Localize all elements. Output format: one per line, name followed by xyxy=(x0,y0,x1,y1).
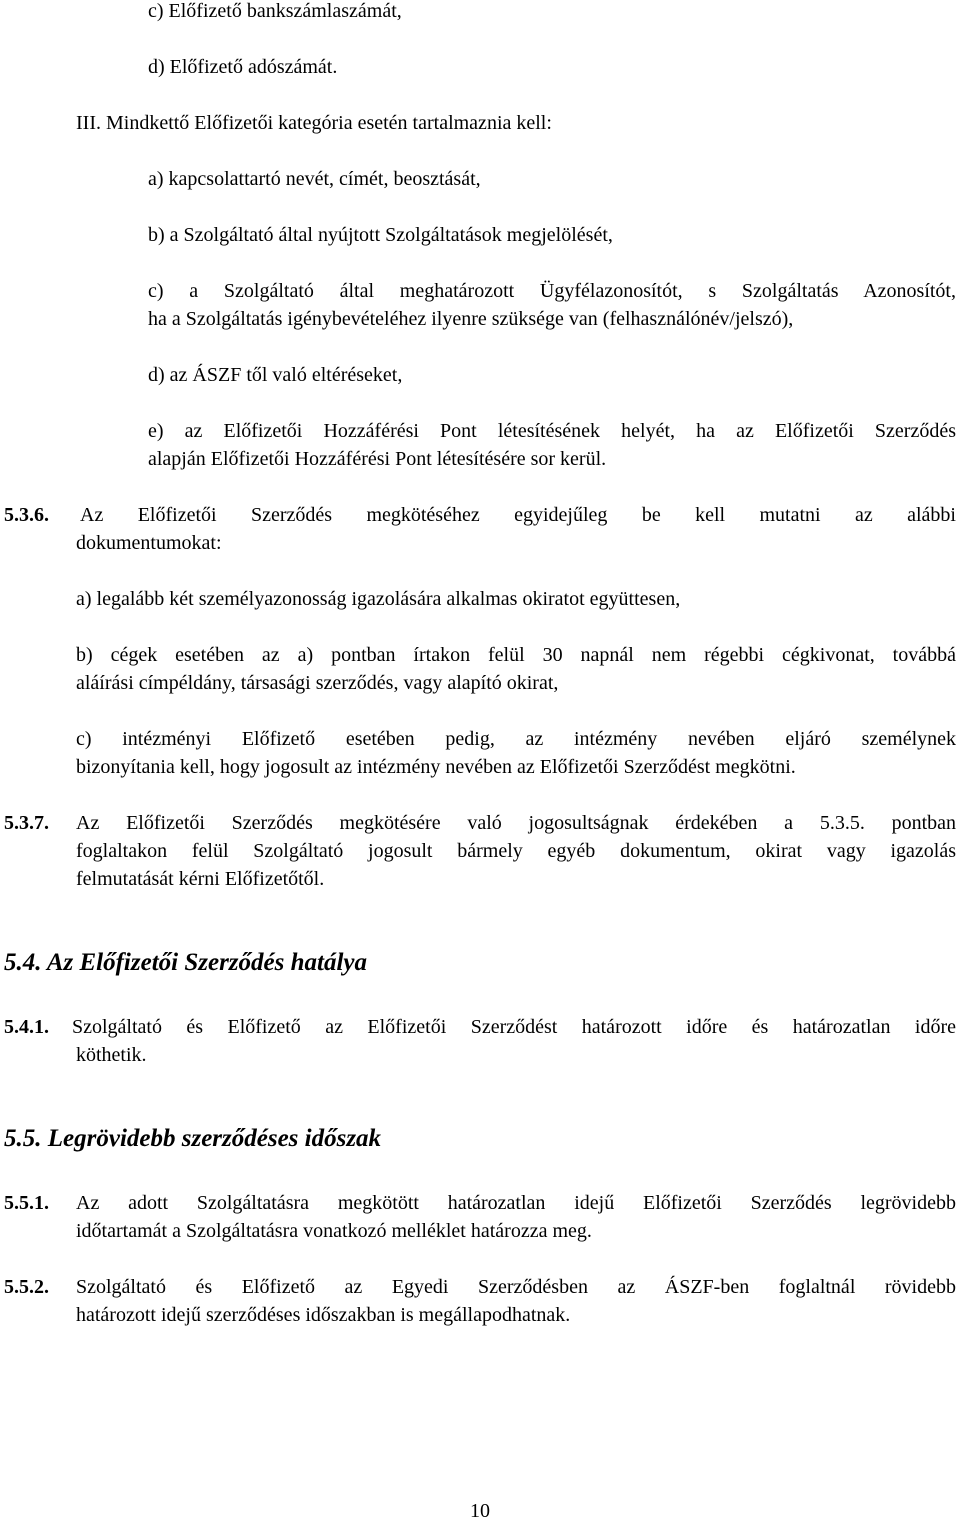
section-5-4-1-line1: Szolgáltató és Előfizető az Előfizetői Szerződést határozott időre és határozatlan időre xyxy=(72,1016,956,1038)
section-iii-item-b: b) a Szolgáltató által nyújtott Szolgáltatások megjelölését, xyxy=(148,224,613,246)
section-5-3-7-number: 5.3.7. xyxy=(4,812,49,834)
section-5-5-2-line2: határozott idejű szerződéses időszakban is megállapodhatnak. xyxy=(76,1304,571,1326)
section-5-4-1-number: 5.4.1. xyxy=(4,1016,49,1038)
section-5-3-7-line2: foglaltakon felül Szolgáltató jogosult bármely egyéb dokumentum, okirat vagy igazolás xyxy=(76,840,956,862)
section-5-4-1-line2: köthetik. xyxy=(76,1044,147,1066)
section-5-3-6-item-c-line1: c) intézményi Előfizető esetében pedig, az intézmény nevében eljáró személynek xyxy=(76,728,956,750)
section-iii-item-e-line2: alapján Előfizetői Hozzáférési Pont létesítésére sor kerül. xyxy=(148,448,607,470)
section-5-3-6-item-a: a) legalább két személyazonosság igazolására alkalmas okiratot együttesen, xyxy=(76,588,681,610)
list-item-d-tax-number: d) Előfizető adószámát. xyxy=(148,56,338,78)
section-5-3-7-line1: Az Előfizetői Szerződés megkötésére való jogosultságnak érdekében a 5.3.5. pontban xyxy=(76,812,956,834)
section-5-4-heading: 5.4. Az Előfizetői Szerződés hatálya xyxy=(4,949,367,976)
page-number: 10 xyxy=(470,1500,490,1522)
section-iii-intro: III. Mindkettő Előfizetői kategória esetén tartalmaznia kell: xyxy=(76,112,552,134)
section-5-5-2-number: 5.5.2. xyxy=(4,1276,49,1298)
section-5-5-1-line1: Az adott Szolgáltatásra megkötött határozatlan idejű Előfizetői Szerződés legrövidebb xyxy=(76,1192,956,1214)
section-iii-item-c-line2: ha a Szolgáltatás igénybevételéhez ilyenre szüksége van (felhasználónév/jelszó), xyxy=(148,308,794,330)
section-5-3-6-item-c-line2: bizonyítania kell, hogy jogosult az intézmény nevében az Előfizetői Szerződést megkötni. xyxy=(76,756,796,778)
section-5-5-2-line1: Szolgáltató és Előfizető az Egyedi Szerződésben az ÁSZF-ben foglaltnál rövidebb xyxy=(76,1276,956,1298)
section-5-5-1-number: 5.5.1. xyxy=(4,1192,49,1214)
section-iii-item-c-line1: c) a Szolgáltató által meghatározott Ügyfélazonosítót, s Szolgáltatás Azonosítót, xyxy=(148,280,956,302)
section-5-5-1-line2: időtartamát a Szolgáltatásra vonatkozó melléklet határozza meg. xyxy=(76,1220,592,1242)
section-5-3-6-line2: dokumentumokat: xyxy=(76,532,222,554)
section-5-3-6-line1: Az Előfizetői Szerződés megkötéséhez egyidejűleg be kell mutatni az alábbi xyxy=(80,504,956,526)
section-5-3-7-line3: felmutatását kérni Előfizetőtől. xyxy=(76,868,325,890)
section-5-3-6-item-b-line1: b) cégek esetében az a) pontban írtakon felül 30 napnál nem régebbi cégkivonat, továbbá xyxy=(76,644,956,666)
section-5-5-heading: 5.5. Legrövidebb szerződéses időszak xyxy=(4,1125,382,1152)
section-5-3-6-number: 5.3.6. xyxy=(4,504,49,526)
section-iii-item-d: d) az ÁSZF től való eltéréseket, xyxy=(148,364,403,386)
section-iii-item-e-line1: e) az Előfizetői Hozzáférési Pont létesítésének helyét, ha az Előfizetői Szerződés xyxy=(148,420,956,442)
list-item-c-bank-account: c) Előfizető bankszámlaszámát, xyxy=(148,0,402,22)
section-iii-item-a: a) kapcsolattartó nevét, címét, beosztását, xyxy=(148,168,481,190)
section-5-3-6-item-b-line2: aláírási címpéldány, társasági szerződés, vagy alapító okirat, xyxy=(76,672,559,694)
